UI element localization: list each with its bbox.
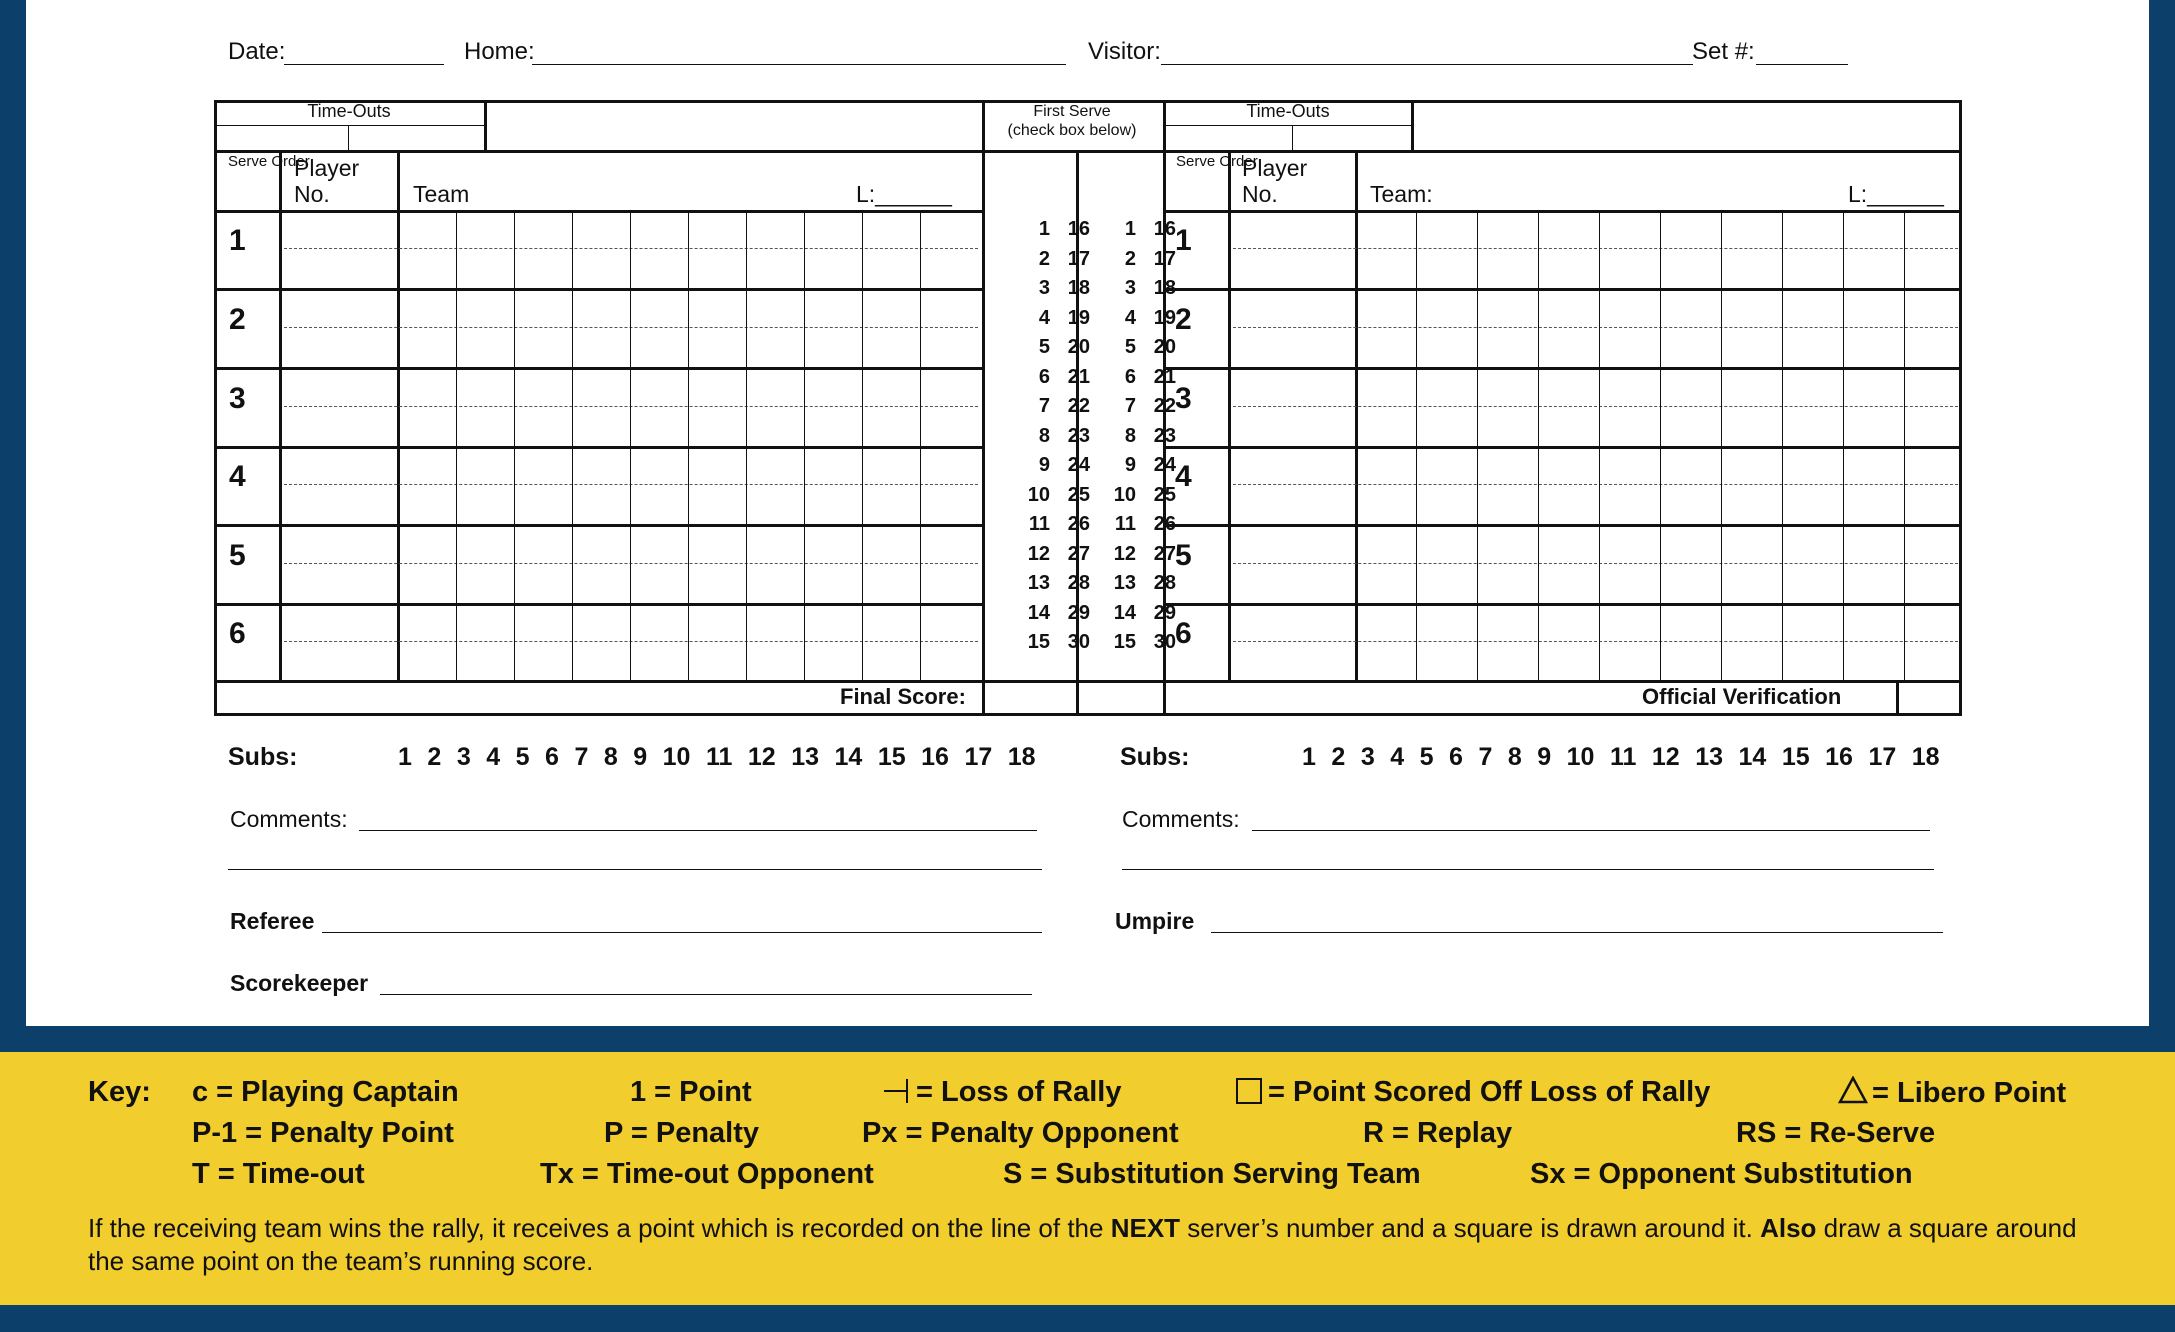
right-sub-8[interactable]: 8 bbox=[1507, 743, 1522, 771]
left-sub-16[interactable]: 16 bbox=[921, 743, 949, 771]
key-note bbox=[88, 1212, 2108, 1278]
left-subs-numbers bbox=[398, 743, 1078, 772]
key-point-off-loss bbox=[1236, 1076, 1710, 1109]
right-serve-3: 3 bbox=[1175, 382, 1192, 415]
left-sub-9[interactable]: 9 bbox=[633, 743, 648, 771]
referee-line[interactable] bbox=[322, 932, 1042, 933]
set-line[interactable] bbox=[1756, 64, 1848, 65]
right-subs-label: Subs: bbox=[1120, 743, 1190, 771]
score-right-low-13[interactable]: 13 bbox=[1113, 572, 1136, 594]
key-point: 1 = Point bbox=[630, 1076, 752, 1108]
score-left-low-3[interactable]: 3 bbox=[1038, 277, 1050, 299]
score-right-high-27[interactable]: 27 bbox=[1153, 542, 1176, 565]
score-right-low-11[interactable]: 11 bbox=[1114, 513, 1136, 535]
triangle-icon bbox=[1838, 1076, 1868, 1112]
right-serve-4: 4 bbox=[1175, 460, 1192, 493]
right-sub-15[interactable]: 15 bbox=[1781, 743, 1810, 771]
right-serve-2: 2 bbox=[1175, 303, 1192, 336]
right-sub-17[interactable]: 17 bbox=[1868, 743, 1897, 771]
score-right-high-24[interactable]: 24 bbox=[1153, 454, 1176, 476]
score-left-high-23[interactable]: 23 bbox=[1067, 424, 1090, 447]
set-label: Set #: bbox=[1692, 38, 1755, 65]
right-comments-line-2[interactable] bbox=[1122, 869, 1934, 870]
score-left-low-9[interactable]: 9 bbox=[1038, 454, 1050, 476]
right-subs-numbers bbox=[1302, 743, 1982, 772]
score-right-high-18[interactable]: 18 bbox=[1153, 277, 1176, 299]
left-serve-1: 1 bbox=[229, 224, 246, 257]
score-left-high-30[interactable]: 30 bbox=[1067, 631, 1090, 653]
score-left-high-21[interactable]: 21 bbox=[1067, 365, 1090, 388]
final-score-right-box[interactable] bbox=[1078, 682, 1162, 714]
right-serve-6: 6 bbox=[1175, 617, 1192, 650]
right-sub-11[interactable]: 11 bbox=[1609, 743, 1637, 771]
left-l-label[interactable]: L:______ bbox=[856, 181, 952, 207]
left-serve-6: 6 bbox=[229, 617, 246, 650]
left-sub-14[interactable]: 14 bbox=[834, 743, 863, 771]
right-comments-line-1[interactable] bbox=[1252, 830, 1930, 831]
left-serve-4: 4 bbox=[229, 460, 246, 493]
score-right-low-3[interactable]: 3 bbox=[1124, 277, 1136, 299]
score-right-low-10[interactable]: 10 bbox=[1113, 483, 1136, 506]
left-no-label: No. bbox=[294, 181, 330, 207]
score-right-low-9[interactable]: 9 bbox=[1124, 454, 1136, 476]
right-l-label[interactable]: L:______ bbox=[1848, 181, 1944, 207]
score-right-high-16[interactable]: 16 bbox=[1153, 218, 1176, 240]
umpire-label: Umpire bbox=[1115, 908, 1195, 934]
left-sub-11[interactable]: 11 bbox=[705, 743, 733, 771]
right-timeouts-label: Time-Outs bbox=[1246, 101, 1330, 121]
left-sub-4[interactable]: 4 bbox=[486, 743, 501, 771]
score-right-high-28[interactable]: 28 bbox=[1153, 572, 1176, 594]
score-right-high-20[interactable]: 20 bbox=[1153, 336, 1176, 358]
score-right-low-1[interactable]: 1 bbox=[1124, 218, 1136, 240]
left-team-label: Team bbox=[413, 181, 470, 207]
left-sub-15[interactable]: 15 bbox=[877, 743, 906, 771]
score-right-low-12[interactable]: 12 bbox=[1113, 542, 1136, 565]
key-re-serve: RS = Re-Serve bbox=[1736, 1117, 1936, 1149]
left-serve-5: 5 bbox=[229, 539, 246, 572]
score-left-low-8[interactable]: 8 bbox=[1038, 424, 1050, 447]
score-left-high-18[interactable]: 18 bbox=[1067, 277, 1090, 299]
key-note-also: Also bbox=[1760, 1213, 1817, 1243]
score-left-low-13[interactable]: 13 bbox=[1027, 572, 1050, 594]
score-left-high-16[interactable]: 16 bbox=[1067, 218, 1090, 240]
date-label: Date: bbox=[228, 38, 286, 65]
score-left-low-6[interactable]: 6 bbox=[1038, 365, 1050, 388]
left-sub-17[interactable]: 17 bbox=[964, 743, 993, 771]
key-note-part1: If the receiving team wins the rally, it receives a point which is recorded on the line of the bbox=[88, 1213, 1111, 1243]
square-icon bbox=[1236, 1078, 1262, 1104]
key-opponent-substitution: Sx = Opponent Substitution bbox=[1530, 1158, 1913, 1190]
score-left-high-29[interactable]: 29 bbox=[1067, 601, 1090, 624]
left-serve-3: 3 bbox=[229, 382, 246, 415]
left-sub-13[interactable]: 13 bbox=[791, 743, 820, 771]
visitor-label: Visitor: bbox=[1088, 38, 1161, 65]
score-left-high-25[interactable]: 25 bbox=[1067, 483, 1090, 506]
key-penalty: P = Penalty bbox=[604, 1117, 760, 1149]
score-right-high-30[interactable]: 30 bbox=[1153, 631, 1176, 653]
key-playing-captain: c = Playing Captain bbox=[192, 1076, 459, 1108]
final-score-left-box[interactable] bbox=[984, 682, 1075, 714]
score-right-high-22[interactable]: 22 bbox=[1153, 395, 1176, 417]
left-sub-7[interactable]: 7 bbox=[574, 743, 589, 771]
running-score-right-high bbox=[1122, 215, 1176, 658]
right-serve-order-label: Serve Order bbox=[1176, 153, 1258, 170]
score-left-high-17[interactable]: 17 bbox=[1067, 247, 1090, 270]
left-comments-line-1[interactable] bbox=[359, 830, 1037, 831]
score-right-low-5[interactable]: 5 bbox=[1124, 336, 1136, 358]
scorekeeper-line[interactable] bbox=[380, 994, 1032, 995]
left-sub-18[interactable]: 18 bbox=[1007, 743, 1036, 771]
score-left-low-11[interactable]: 11 bbox=[1028, 513, 1050, 535]
right-sub-1[interactable]: 1 bbox=[1302, 743, 1316, 771]
first-serve-label bbox=[982, 102, 1162, 140]
score-right-high-25[interactable]: 25 bbox=[1153, 483, 1176, 506]
scorekeeper-label: Scorekeeper bbox=[230, 970, 369, 996]
score-left-low-14[interactable]: 14 bbox=[1027, 601, 1050, 624]
right-sub-14[interactable]: 14 bbox=[1738, 743, 1767, 771]
right-sub-10[interactable]: 10 bbox=[1566, 743, 1595, 771]
left-player-label: Player bbox=[294, 155, 360, 181]
left-timeouts-label: Time-Outs bbox=[307, 101, 391, 121]
score-left-low-12[interactable]: 12 bbox=[1027, 542, 1050, 565]
key-libero-point bbox=[1838, 1076, 2066, 1112]
left-sub-6[interactable]: 6 bbox=[545, 743, 559, 771]
official-verification-box[interactable] bbox=[1898, 682, 1960, 714]
first-serve-line2: (check box below) bbox=[1007, 122, 1137, 139]
score-left-low-15[interactable]: 15 bbox=[1027, 631, 1050, 653]
right-sub-12[interactable]: 12 bbox=[1651, 743, 1680, 771]
loss-of-rally-icon bbox=[884, 1078, 910, 1104]
score-left-low-7[interactable]: 7 bbox=[1038, 395, 1050, 417]
right-sub-5[interactable]: 5 bbox=[1419, 743, 1434, 771]
score-left-high-26[interactable]: 26 bbox=[1067, 513, 1090, 535]
score-right-high-29[interactable]: 29 bbox=[1153, 601, 1176, 624]
key-penalty-point: P-1 = Penalty Point bbox=[192, 1117, 454, 1149]
right-serve-5: 5 bbox=[1175, 539, 1192, 572]
right-team-label: Team: bbox=[1370, 181, 1433, 207]
score-left-low-1[interactable]: 1 bbox=[1038, 218, 1050, 240]
left-serve-2: 2 bbox=[229, 303, 246, 336]
left-serve-order-label: Serve Order bbox=[228, 153, 310, 170]
visitor-line[interactable] bbox=[1161, 64, 1693, 65]
right-no-label: No. bbox=[1242, 181, 1278, 207]
key-substitution-serving: S = Substitution Serving Team bbox=[1003, 1158, 1421, 1190]
key-panel bbox=[0, 1052, 2175, 1305]
key-note-next: NEXT bbox=[1110, 1213, 1181, 1243]
key-time-out-opponent: Tx = Time-out Opponent bbox=[540, 1158, 874, 1190]
left-sub-1[interactable]: 1 bbox=[398, 743, 412, 771]
score-left-high-20[interactable]: 20 bbox=[1067, 336, 1090, 358]
key-loss-of-rally bbox=[884, 1076, 1121, 1109]
right-sub-3[interactable]: 3 bbox=[1360, 743, 1375, 771]
score-left-low-2[interactable]: 2 bbox=[1038, 247, 1050, 270]
score-left-high-28[interactable]: 28 bbox=[1067, 572, 1090, 594]
key-penalty-opponent: Px = Penalty Opponent bbox=[862, 1117, 1179, 1149]
score-right-high-26[interactable]: 26 bbox=[1153, 513, 1176, 535]
right-comments-label: Comments: bbox=[1122, 806, 1240, 832]
key-note-part2: server’s number and a square is drawn around it. bbox=[1180, 1213, 1761, 1243]
score-left-high-22[interactable]: 22 bbox=[1067, 395, 1090, 417]
score-left-low-10[interactable]: 10 bbox=[1027, 483, 1050, 506]
score-right-low-6[interactable]: 6 bbox=[1124, 365, 1136, 388]
left-sub-2[interactable]: 2 bbox=[427, 743, 442, 771]
score-right-high-23[interactable]: 23 bbox=[1153, 424, 1176, 447]
first-serve-line1: First Serve bbox=[1033, 103, 1111, 120]
left-sub-12[interactable]: 12 bbox=[747, 743, 776, 771]
left-sub-3[interactable]: 3 bbox=[456, 743, 471, 771]
point-off-loss-text: = Point Scored Off Loss of Rally bbox=[1268, 1076, 1711, 1108]
score-left-low-5[interactable]: 5 bbox=[1038, 336, 1050, 358]
official-verification-label: Official Verification bbox=[1642, 684, 1842, 709]
score-right-high-21[interactable]: 21 bbox=[1153, 365, 1176, 388]
score-right-low-8[interactable]: 8 bbox=[1124, 424, 1136, 447]
umpire-line[interactable] bbox=[1211, 932, 1943, 933]
home-label: Home: bbox=[464, 38, 535, 65]
score-left-high-27[interactable]: 27 bbox=[1067, 542, 1090, 565]
left-comments-line-2[interactable] bbox=[228, 869, 1042, 870]
libero-point-text: = Libero Point bbox=[1872, 1077, 2067, 1109]
right-sub-13[interactable]: 13 bbox=[1695, 743, 1724, 771]
left-sub-5[interactable]: 5 bbox=[515, 743, 530, 771]
left-sub-10[interactable]: 10 bbox=[662, 743, 691, 771]
date-line[interactable] bbox=[284, 64, 444, 65]
right-sub-2[interactable]: 2 bbox=[1331, 743, 1346, 771]
score-right-high-17[interactable]: 17 bbox=[1153, 247, 1176, 270]
key-time-out: T = Time-out bbox=[192, 1158, 365, 1190]
right-sub-16[interactable]: 16 bbox=[1825, 743, 1853, 771]
score-right-low-14[interactable]: 14 bbox=[1113, 601, 1136, 624]
key-label: Key: bbox=[88, 1076, 151, 1108]
score-left-high-19[interactable]: 19 bbox=[1067, 306, 1090, 329]
score-right-low-4[interactable]: 4 bbox=[1124, 306, 1136, 329]
right-sub-9[interactable]: 9 bbox=[1537, 743, 1552, 771]
score-sheet bbox=[26, 0, 2149, 1026]
score-right-high-19[interactable]: 19 bbox=[1153, 306, 1176, 329]
right-sub-7[interactable]: 7 bbox=[1478, 743, 1493, 771]
referee-label: Referee bbox=[230, 908, 315, 934]
right-player-label: Player bbox=[1242, 155, 1308, 181]
right-serve-1: 1 bbox=[1175, 224, 1192, 257]
score-right-low-15[interactable]: 15 bbox=[1113, 631, 1136, 653]
right-sub-18[interactable]: 18 bbox=[1911, 743, 1940, 771]
home-line[interactable] bbox=[532, 64, 1066, 65]
right-sub-4[interactable]: 4 bbox=[1390, 743, 1405, 771]
score-left-low-4[interactable]: 4 bbox=[1038, 306, 1050, 329]
left-comments-label: Comments: bbox=[230, 806, 348, 832]
score-right-low-2[interactable]: 2 bbox=[1124, 247, 1136, 270]
key-note-part3: draw a square around the same point on the team’s running score. bbox=[88, 1213, 2077, 1276]
score-right-low-7[interactable]: 7 bbox=[1124, 395, 1136, 417]
score-left-high-24[interactable]: 24 bbox=[1067, 454, 1090, 476]
left-sub-8[interactable]: 8 bbox=[603, 743, 618, 771]
left-subs-label: Subs: bbox=[228, 743, 298, 771]
final-score-label: Final Score: bbox=[840, 684, 966, 709]
loss-of-rally-text: = Loss of Rally bbox=[916, 1076, 1122, 1108]
right-sub-6[interactable]: 6 bbox=[1449, 743, 1463, 771]
key-replay: R = Replay bbox=[1363, 1117, 1513, 1149]
